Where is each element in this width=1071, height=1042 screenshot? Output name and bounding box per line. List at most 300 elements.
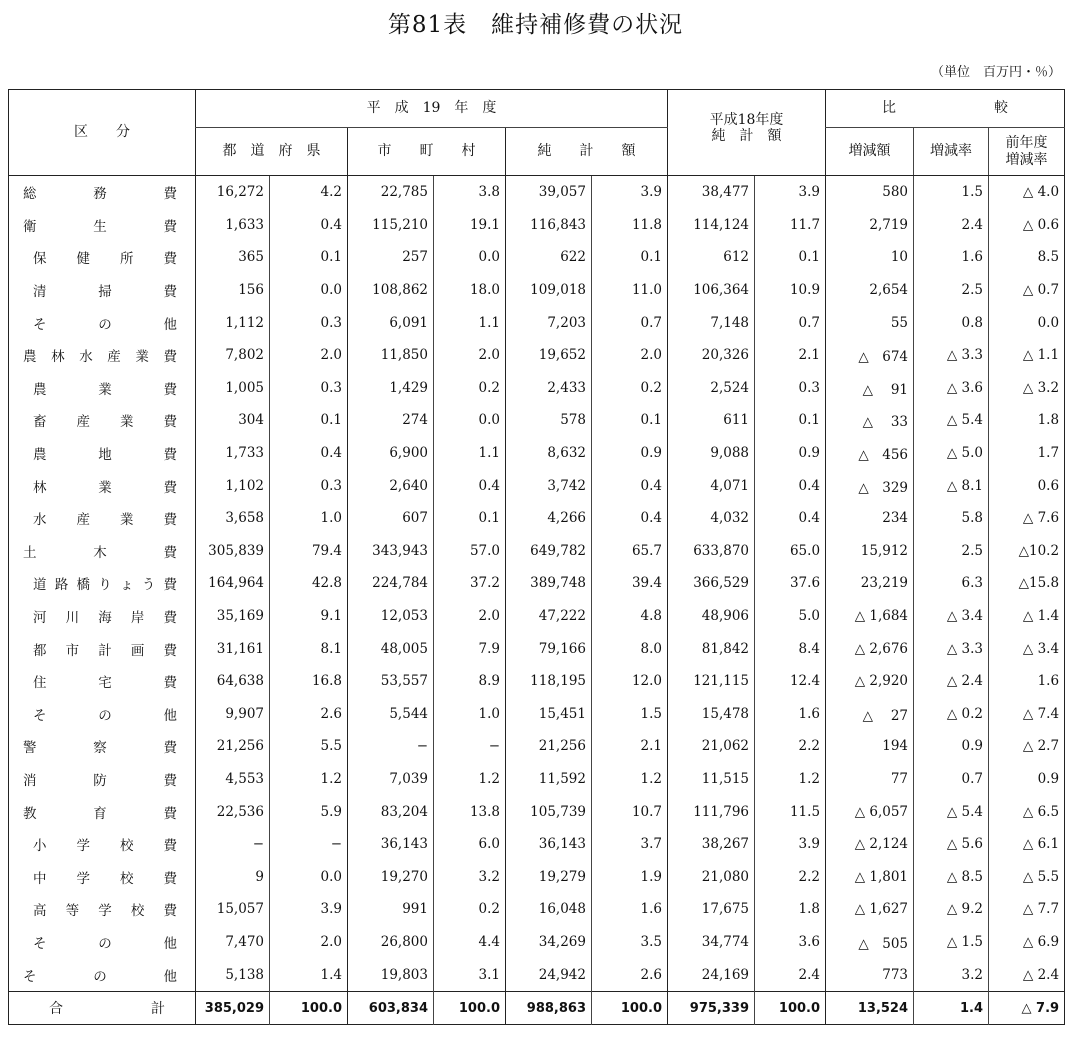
cell-prev-year-rate: △10.2 xyxy=(989,535,1065,568)
cell-h18-ratio: 37.6 xyxy=(755,567,826,600)
cell-h18-ratio: 2.2 xyxy=(755,860,826,893)
cell-muni-amount: 108,862 xyxy=(348,274,434,307)
cell-pref-ratio: 79.4 xyxy=(270,535,348,568)
cell-net-ratio: 2.0 xyxy=(592,339,668,372)
cell-muni-ratio: 0.0 xyxy=(434,404,506,437)
cell-prev-year-rate: △ 7.9 xyxy=(989,991,1065,1025)
table-row xyxy=(9,535,1065,568)
cell-prev-year-rate: △ 0.6 xyxy=(989,209,1065,242)
cell-h18-amount: 111,796 xyxy=(668,795,755,828)
cell-muni-amount: 6,900 xyxy=(348,437,434,470)
cell-prev-year-rate: △ 4.0 xyxy=(989,176,1065,209)
table-row xyxy=(9,241,1065,274)
cell-pref-amount: 5,138 xyxy=(196,958,270,991)
cell-h18-amount: 48,906 xyxy=(668,600,755,633)
cell-increase-rate: △ 9.2 xyxy=(914,893,989,926)
cell-h18-amount: 121,115 xyxy=(668,665,755,698)
cell-pref-ratio: 9.1 xyxy=(270,600,348,633)
cell-prev-year-rate: 8.5 xyxy=(989,241,1065,274)
cell-muni-ratio: − xyxy=(434,730,506,763)
table-row xyxy=(9,209,1065,242)
cell-h18-amount: 11,515 xyxy=(668,763,755,796)
cell-net-ratio: 0.7 xyxy=(592,306,668,339)
cell-increase-amount: △ 1,684 xyxy=(826,600,914,633)
header-h18: 平成18年度 純 計 額 xyxy=(668,90,826,176)
table-row xyxy=(9,404,1065,437)
cell-pref-amount: 1,102 xyxy=(196,469,270,502)
cell-h18-amount: 38,267 xyxy=(668,828,755,861)
cell-pref-ratio: 42.8 xyxy=(270,567,348,600)
cell-muni-amount: 19,270 xyxy=(348,860,434,893)
cell-muni-amount: 53,557 xyxy=(348,665,434,698)
cell-pref-amount: 31,161 xyxy=(196,632,270,665)
cell-prev-year-rate: 1.8 xyxy=(989,404,1065,437)
table-row xyxy=(9,926,1065,959)
cell-muni-ratio: 0.4 xyxy=(434,469,506,502)
cell-increase-amount: △ 6,057 xyxy=(826,795,914,828)
cell-increase-amount: △ 91 xyxy=(826,372,914,405)
cell-prev-year-rate: 1.6 xyxy=(989,665,1065,698)
cell-h18-amount: 15,478 xyxy=(668,698,755,731)
header-hikaku: 比 較 xyxy=(826,90,1065,128)
cell-muni-ratio: 3.8 xyxy=(434,176,506,209)
cell-prev-year-rate: △ 6.9 xyxy=(989,926,1065,959)
cell-increase-rate: 5.8 xyxy=(914,502,989,535)
cell-increase-amount: △ 33 xyxy=(826,404,914,437)
cell-muni-ratio: 7.9 xyxy=(434,632,506,665)
cell-increase-rate: 6.3 xyxy=(914,567,989,600)
cell-prev-year-rate: △ 5.5 xyxy=(989,860,1065,893)
header-prefecture: 都 道 府 県 xyxy=(196,128,348,176)
cell-muni-amount: 6,091 xyxy=(348,306,434,339)
cell-net-amount: 109,018 xyxy=(506,274,592,307)
cell-increase-rate: △ 5.4 xyxy=(914,404,989,437)
cell-muni-ratio: 3.1 xyxy=(434,958,506,991)
cell-prev-year-rate: △ 3.2 xyxy=(989,372,1065,405)
cell-prev-year-rate: △ 7.7 xyxy=(989,893,1065,926)
cell-h18-amount: 34,774 xyxy=(668,926,755,959)
table-row xyxy=(9,502,1065,535)
cell-prev-year-rate: 0.0 xyxy=(989,306,1065,339)
cell-prev-year-rate: △ 3.4 xyxy=(989,632,1065,665)
cell-pref-ratio: 5.9 xyxy=(270,795,348,828)
cell-muni-ratio: 100.0 xyxy=(434,991,506,1025)
cell-h18-ratio: 3.9 xyxy=(755,828,826,861)
cell-muni-amount: 36,143 xyxy=(348,828,434,861)
cell-muni-amount: 26,800 xyxy=(348,926,434,959)
cell-pref-ratio: 8.1 xyxy=(270,632,348,665)
cell-net-amount: 36,143 xyxy=(506,828,592,861)
cell-muni-amount: 603,834 xyxy=(348,991,434,1025)
cell-h18-amount: 4,071 xyxy=(668,469,755,502)
cell-net-ratio: 11.0 xyxy=(592,274,668,307)
maintenance-cost-table xyxy=(8,89,1065,1025)
cell-increase-rate: △ 2.4 xyxy=(914,665,989,698)
cell-muni-amount: 11,850 xyxy=(348,339,434,372)
cell-increase-amount: 10 xyxy=(826,241,914,274)
cell-prev-year-rate: △ 1.4 xyxy=(989,600,1065,633)
row-label: 水産業費 xyxy=(33,512,177,529)
table-row xyxy=(9,665,1065,698)
cell-net-amount: 19,279 xyxy=(506,860,592,893)
row-label: 教育費 xyxy=(23,805,177,822)
cell-h18-ratio: 100.0 xyxy=(755,991,826,1025)
cell-muni-amount: 607 xyxy=(348,502,434,535)
cell-increase-amount: △ 2,676 xyxy=(826,632,914,665)
cell-increase-rate: △ 5.6 xyxy=(914,828,989,861)
cell-h18-ratio: 10.9 xyxy=(755,274,826,307)
cell-prev-year-rate: △15.8 xyxy=(989,567,1065,600)
row-label: その他 xyxy=(33,935,177,952)
cell-muni-ratio: 1.1 xyxy=(434,437,506,470)
table-row xyxy=(9,795,1065,828)
table-row xyxy=(9,274,1065,307)
cell-pref-ratio: 2.6 xyxy=(270,698,348,731)
cell-net-amount: 19,652 xyxy=(506,339,592,372)
cell-muni-amount: 83,204 xyxy=(348,795,434,828)
cell-pref-amount: 15,057 xyxy=(196,893,270,926)
cell-increase-rate: △ 8.5 xyxy=(914,860,989,893)
cell-prev-year-rate: △ 6.1 xyxy=(989,828,1065,861)
cell-muni-ratio: 13.8 xyxy=(434,795,506,828)
cell-h18-amount: 38,477 xyxy=(668,176,755,209)
row-label: 都市計画費 xyxy=(33,642,177,659)
total-row xyxy=(9,991,1065,1025)
table-body xyxy=(9,176,1065,1025)
cell-h18-amount: 20,326 xyxy=(668,339,755,372)
cell-h18-ratio: 11.7 xyxy=(755,209,826,242)
cell-pref-ratio: 0.3 xyxy=(270,306,348,339)
cell-increase-rate: 2.5 xyxy=(914,274,989,307)
cell-h18-ratio: 0.7 xyxy=(755,306,826,339)
cell-net-ratio: 1.2 xyxy=(592,763,668,796)
cell-net-ratio: 2.6 xyxy=(592,958,668,991)
table-row xyxy=(9,958,1065,991)
cell-net-ratio: 1.9 xyxy=(592,860,668,893)
cell-prev-year-rate: △ 7.6 xyxy=(989,502,1065,535)
cell-h18-amount: 81,842 xyxy=(668,632,755,665)
row-label: 衛生費 xyxy=(23,218,177,235)
cell-pref-ratio: 0.0 xyxy=(270,860,348,893)
cell-net-amount: 39,057 xyxy=(506,176,592,209)
cell-h18-amount: 4,032 xyxy=(668,502,755,535)
header-increase-amount: 増減額 xyxy=(826,128,914,176)
cell-net-amount: 7,203 xyxy=(506,306,592,339)
cell-pref-amount: 1,733 xyxy=(196,437,270,470)
row-label: 林業費 xyxy=(33,479,177,496)
row-label: 消防費 xyxy=(23,772,177,789)
cell-increase-rate: △ 0.2 xyxy=(914,698,989,731)
cell-muni-ratio: 37.2 xyxy=(434,567,506,600)
cell-net-amount: 578 xyxy=(506,404,592,437)
row-label: 農地費 xyxy=(33,447,177,464)
cell-prev-year-rate: △ 7.4 xyxy=(989,698,1065,731)
cell-pref-amount: 16,272 xyxy=(196,176,270,209)
cell-h18-amount: 21,062 xyxy=(668,730,755,763)
row-label: 中学校費 xyxy=(33,870,177,887)
cell-muni-amount: 22,785 xyxy=(348,176,434,209)
table-row xyxy=(9,860,1065,893)
cell-increase-rate: 1.5 xyxy=(914,176,989,209)
cell-pref-ratio: 0.3 xyxy=(270,469,348,502)
cell-pref-ratio: 0.4 xyxy=(270,437,348,470)
cell-increase-rate: △ 3.3 xyxy=(914,339,989,372)
cell-pref-ratio: 0.3 xyxy=(270,372,348,405)
cell-net-ratio: 11.8 xyxy=(592,209,668,242)
cell-pref-amount: 21,256 xyxy=(196,730,270,763)
cell-net-ratio: 4.8 xyxy=(592,600,668,633)
cell-pref-ratio: 0.1 xyxy=(270,241,348,274)
cell-muni-ratio: 18.0 xyxy=(434,274,506,307)
cell-pref-ratio: 0.4 xyxy=(270,209,348,242)
cell-pref-amount: 304 xyxy=(196,404,270,437)
cell-net-ratio: 3.7 xyxy=(592,828,668,861)
cell-net-ratio: 2.1 xyxy=(592,730,668,763)
row-label: 道路橋りょう費 xyxy=(33,577,177,594)
cell-muni-ratio: 8.9 xyxy=(434,665,506,698)
cell-h18-amount: 612 xyxy=(668,241,755,274)
cell-pref-amount: − xyxy=(196,828,270,861)
cell-pref-amount: 7,470 xyxy=(196,926,270,959)
cell-muni-amount: 19,803 xyxy=(348,958,434,991)
cell-increase-amount: △ 2,920 xyxy=(826,665,914,698)
row-label: 清掃費 xyxy=(33,284,177,301)
cell-net-amount: 118,195 xyxy=(506,665,592,698)
cell-net-ratio: 0.9 xyxy=(592,437,668,470)
cell-net-amount: 649,782 xyxy=(506,535,592,568)
cell-increase-rate: △ 1.5 xyxy=(914,926,989,959)
cell-net-amount: 116,843 xyxy=(506,209,592,242)
cell-net-amount: 988,863 xyxy=(506,991,592,1025)
cell-h18-ratio: 8.4 xyxy=(755,632,826,665)
cell-muni-amount: 991 xyxy=(348,893,434,926)
cell-increase-rate: 0.9 xyxy=(914,730,989,763)
cell-pref-amount: 1,633 xyxy=(196,209,270,242)
cell-muni-amount: 48,005 xyxy=(348,632,434,665)
cell-h18-ratio: 11.5 xyxy=(755,795,826,828)
cell-muni-ratio: 0.1 xyxy=(434,502,506,535)
cell-net-amount: 8,632 xyxy=(506,437,592,470)
cell-increase-amount: 773 xyxy=(826,958,914,991)
row-label: 畜産業費 xyxy=(33,414,177,431)
table-row xyxy=(9,893,1065,926)
table-row xyxy=(9,372,1065,405)
cell-prev-year-rate: 0.6 xyxy=(989,469,1065,502)
row-label: その他 xyxy=(33,707,177,724)
table-row xyxy=(9,828,1065,861)
cell-pref-amount: 3,658 xyxy=(196,502,270,535)
row-label: 土木費 xyxy=(23,544,177,561)
cell-muni-amount: 12,053 xyxy=(348,600,434,633)
cell-pref-amount: 9 xyxy=(196,860,270,893)
header-net-total: 純 計 額 xyxy=(506,128,668,176)
cell-net-ratio: 39.4 xyxy=(592,567,668,600)
cell-pref-amount: 64,638 xyxy=(196,665,270,698)
table-row xyxy=(9,567,1065,600)
header-prev-year-rate: 前年度 増減率 xyxy=(989,128,1065,176)
cell-h18-ratio: 12.4 xyxy=(755,665,826,698)
cell-prev-year-rate: 0.9 xyxy=(989,763,1065,796)
cell-pref-ratio: 2.0 xyxy=(270,926,348,959)
cell-h18-ratio: 0.1 xyxy=(755,241,826,274)
row-label: 合計 xyxy=(9,991,196,1025)
unit-note: （単位 百万円・％） xyxy=(930,65,1061,80)
row-label: 高等学校費 xyxy=(33,903,177,920)
header-h19: 平 成 19 年 度 xyxy=(196,90,668,128)
cell-net-ratio: 65.7 xyxy=(592,535,668,568)
cell-muni-amount: 5,544 xyxy=(348,698,434,731)
cell-net-ratio: 0.1 xyxy=(592,241,668,274)
cell-h18-ratio: 1.6 xyxy=(755,698,826,731)
table-row xyxy=(9,600,1065,633)
cell-net-amount: 15,451 xyxy=(506,698,592,731)
cell-h18-amount: 24,169 xyxy=(668,958,755,991)
cell-pref-ratio: 1.0 xyxy=(270,502,348,535)
cell-muni-amount: 257 xyxy=(348,241,434,274)
cell-h18-ratio: 0.4 xyxy=(755,502,826,535)
cell-increase-rate: 1.4 xyxy=(914,991,989,1025)
cell-muni-amount: 2,640 xyxy=(348,469,434,502)
cell-muni-ratio: 1.0 xyxy=(434,698,506,731)
cell-increase-amount: △ 1,801 xyxy=(826,860,914,893)
cell-net-amount: 3,742 xyxy=(506,469,592,502)
cell-increase-amount: 234 xyxy=(826,502,914,535)
cell-net-amount: 34,269 xyxy=(506,926,592,959)
cell-pref-ratio: 4.2 xyxy=(270,176,348,209)
cell-muni-amount: 274 xyxy=(348,404,434,437)
cell-increase-rate: △ 5.4 xyxy=(914,795,989,828)
cell-pref-amount: 305,839 xyxy=(196,535,270,568)
cell-prev-year-rate: △ 1.1 xyxy=(989,339,1065,372)
table-row xyxy=(9,306,1065,339)
cell-muni-ratio: 2.0 xyxy=(434,339,506,372)
header-kubun: 区 分 xyxy=(9,90,196,176)
cell-increase-amount: 580 xyxy=(826,176,914,209)
cell-increase-amount: 2,719 xyxy=(826,209,914,242)
row-label: その他 xyxy=(33,316,177,333)
cell-increase-rate: 2.5 xyxy=(914,535,989,568)
header-municipality: 市 町 村 xyxy=(348,128,506,176)
cell-pref-ratio: 3.9 xyxy=(270,893,348,926)
cell-increase-rate: △ 3.4 xyxy=(914,600,989,633)
row-label: 農林水産業費 xyxy=(23,349,177,366)
cell-net-ratio: 3.9 xyxy=(592,176,668,209)
cell-pref-amount: 156 xyxy=(196,274,270,307)
table-row xyxy=(9,698,1065,731)
cell-increase-rate: △ 8.1 xyxy=(914,469,989,502)
cell-muni-ratio: 1.2 xyxy=(434,763,506,796)
table-row xyxy=(9,763,1065,796)
row-label: 小学校費 xyxy=(33,838,177,855)
cell-increase-amount: 77 xyxy=(826,763,914,796)
row-label: その他 xyxy=(23,968,177,985)
cell-h18-amount: 7,148 xyxy=(668,306,755,339)
cell-increase-amount: △ 1,627 xyxy=(826,893,914,926)
cell-h18-amount: 2,524 xyxy=(668,372,755,405)
cell-net-amount: 622 xyxy=(506,241,592,274)
cell-pref-amount: 1,112 xyxy=(196,306,270,339)
cell-pref-amount: 4,553 xyxy=(196,763,270,796)
cell-increase-amount: 194 xyxy=(826,730,914,763)
cell-muni-amount: 115,210 xyxy=(348,209,434,242)
cell-h18-ratio: 0.4 xyxy=(755,469,826,502)
cell-h18-ratio: 0.3 xyxy=(755,372,826,405)
cell-increase-rate: 1.6 xyxy=(914,241,989,274)
cell-pref-ratio: 0.0 xyxy=(270,274,348,307)
cell-muni-amount: 7,039 xyxy=(348,763,434,796)
cell-h18-ratio: 2.4 xyxy=(755,958,826,991)
cell-pref-amount: 9,907 xyxy=(196,698,270,731)
row-label: 河川海岸費 xyxy=(33,610,177,627)
cell-prev-year-rate: △ 2.4 xyxy=(989,958,1065,991)
cell-h18-ratio: 3.6 xyxy=(755,926,826,959)
cell-muni-amount: 343,943 xyxy=(348,535,434,568)
cell-net-ratio: 100.0 xyxy=(592,991,668,1025)
cell-muni-ratio: 0.0 xyxy=(434,241,506,274)
cell-net-amount: 21,256 xyxy=(506,730,592,763)
cell-net-amount: 47,222 xyxy=(506,600,592,633)
cell-pref-ratio: 5.5 xyxy=(270,730,348,763)
cell-h18-ratio: 0.1 xyxy=(755,404,826,437)
cell-pref-amount: 365 xyxy=(196,241,270,274)
cell-net-amount: 11,592 xyxy=(506,763,592,796)
cell-prev-year-rate: △ 2.7 xyxy=(989,730,1065,763)
cell-net-ratio: 8.0 xyxy=(592,632,668,665)
cell-h18-ratio: 65.0 xyxy=(755,535,826,568)
cell-net-ratio: 10.7 xyxy=(592,795,668,828)
cell-h18-amount: 21,080 xyxy=(668,860,755,893)
cell-h18-amount: 975,339 xyxy=(668,991,755,1025)
cell-pref-ratio: 1.4 xyxy=(270,958,348,991)
cell-h18-ratio: 1.2 xyxy=(755,763,826,796)
header-increase-rate: 増減率 xyxy=(914,128,989,176)
cell-net-ratio: 0.4 xyxy=(592,502,668,535)
cell-pref-amount: 1,005 xyxy=(196,372,270,405)
cell-increase-rate: 0.8 xyxy=(914,306,989,339)
cell-pref-amount: 7,802 xyxy=(196,339,270,372)
cell-net-amount: 4,266 xyxy=(506,502,592,535)
cell-net-ratio: 0.1 xyxy=(592,404,668,437)
cell-net-amount: 105,739 xyxy=(506,795,592,828)
cell-h18-amount: 106,364 xyxy=(668,274,755,307)
cell-increase-amount: 55 xyxy=(826,306,914,339)
cell-muni-ratio: 57.0 xyxy=(434,535,506,568)
cell-net-ratio: 1.6 xyxy=(592,893,668,926)
cell-h18-amount: 114,124 xyxy=(668,209,755,242)
page-title: 第81表 維持補修費の状況 xyxy=(387,12,684,38)
cell-net-amount: 24,942 xyxy=(506,958,592,991)
table-row xyxy=(9,176,1065,209)
cell-net-ratio: 0.2 xyxy=(592,372,668,405)
table-row xyxy=(9,437,1065,470)
cell-increase-amount: 13,524 xyxy=(826,991,914,1025)
table-row xyxy=(9,339,1065,372)
table-row xyxy=(9,730,1065,763)
cell-muni-ratio: 3.2 xyxy=(434,860,506,893)
cell-increase-amount: △ 2,124 xyxy=(826,828,914,861)
cell-pref-ratio: 0.1 xyxy=(270,404,348,437)
cell-pref-amount: 164,964 xyxy=(196,567,270,600)
cell-h18-amount: 17,675 xyxy=(668,893,755,926)
cell-increase-amount: △ 329 xyxy=(826,469,914,502)
row-label: 保健所費 xyxy=(33,251,177,268)
cell-muni-ratio: 2.0 xyxy=(434,600,506,633)
cell-pref-ratio: − xyxy=(270,828,348,861)
cell-muni-ratio: 6.0 xyxy=(434,828,506,861)
cell-net-ratio: 12.0 xyxy=(592,665,668,698)
cell-increase-rate: 3.2 xyxy=(914,958,989,991)
cell-increase-amount: △ 674 xyxy=(826,339,914,372)
